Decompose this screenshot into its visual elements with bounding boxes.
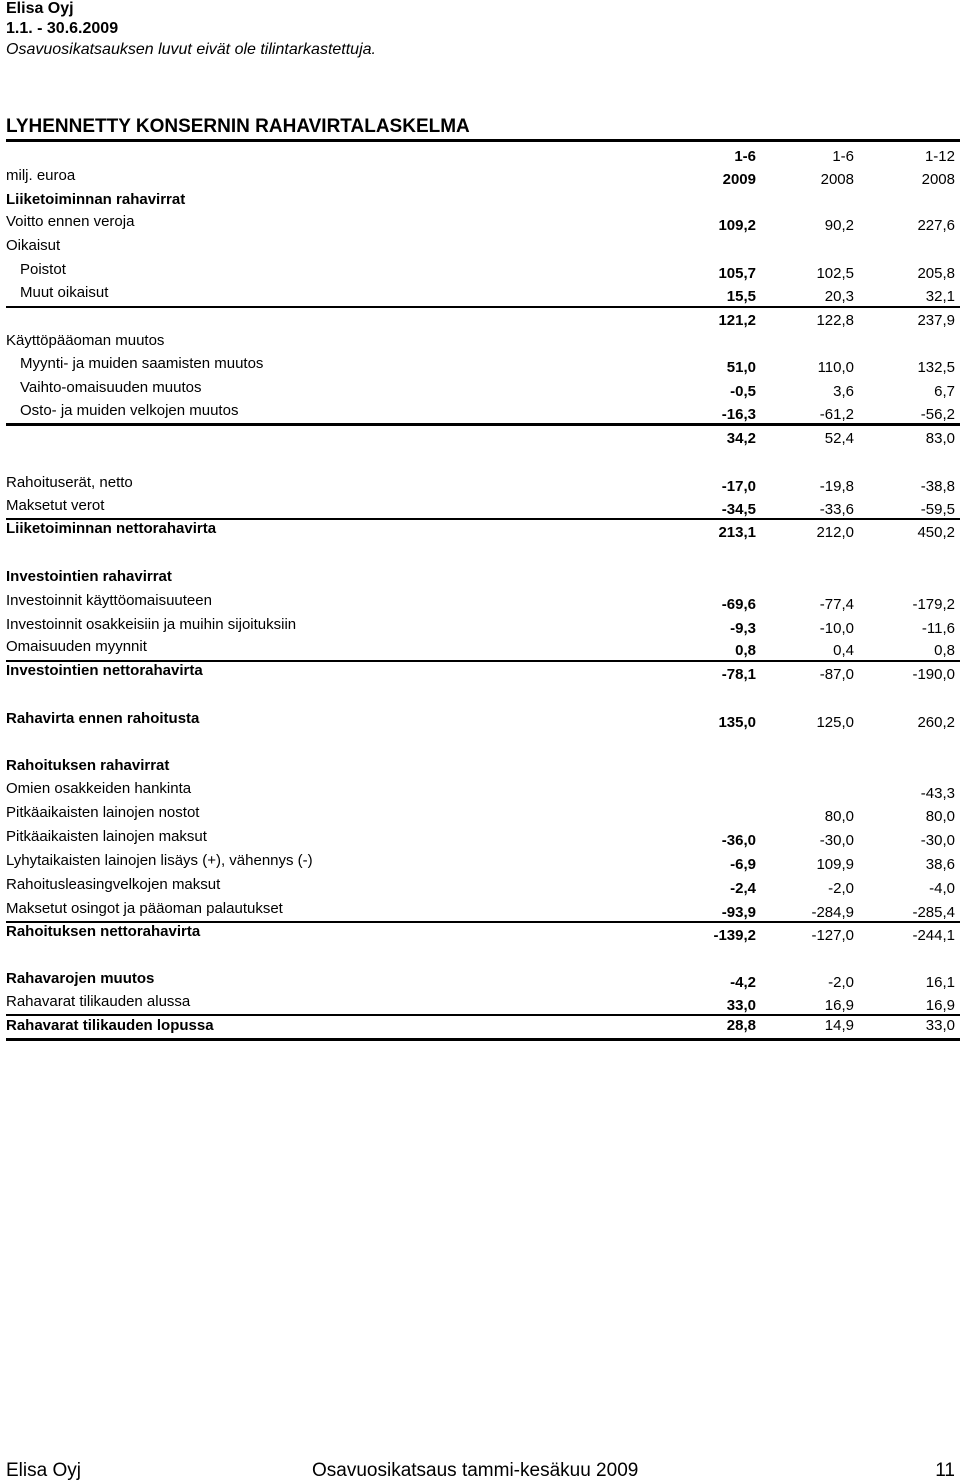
table-row [0,379,960,402]
value-2008-fy: -4,0 [929,880,955,897]
table-row [0,237,960,260]
total-row [0,520,960,543]
section-heading [0,757,960,780]
table-row [0,592,960,615]
value-2009: 15,5 [726,288,756,305]
value-2008-fy: -285,4 [912,904,955,921]
row-label: Poistot [20,261,66,278]
value-2008-h1: 110,0 [817,359,854,376]
value-2009: -69,6 [721,596,756,613]
title-divider [6,139,960,142]
period-range: 1.1. - 30.6.2009 [6,20,119,37]
col1-period: 1-6 [734,148,756,165]
value-2009: 213,1 [718,524,756,541]
row-label: Rahoituksen rahavirrat [6,757,170,774]
value-2008-fy: -244,1 [912,927,955,944]
row-label: Lyhytaikaisten lainojen lisäys (+), vähennys (-) [6,852,313,869]
section-heading [0,568,960,591]
table-row [0,474,960,497]
value-2008-h1: 90,2 [824,217,854,234]
value-2008-fy: -190,0 [912,666,955,683]
value-2009: -36,0 [721,832,756,849]
value-2008-h1: 212,0 [816,524,854,541]
value-2008-h1: 0,4 [833,642,854,659]
unit-label: milj. euroa [6,167,76,184]
value-2009: 33,0 [726,997,756,1014]
row-label: Käyttöpääoman muutos [6,332,165,349]
value-2008-fy: 450,2 [917,524,955,541]
row-label: Pitkäaikaisten lainojen maksut [6,828,207,845]
row-label: Investointien rahavirrat [6,568,172,585]
value-2008-h1: 20,3 [824,288,854,305]
row-label: Rahoituserät, netto [6,474,133,491]
value-2008-h1: -77,4 [819,596,854,613]
value-2009: 121,2 [718,312,756,329]
value-2008-fy: 227,6 [917,217,955,234]
row-label: Myynti- ja muiden saamisten muutos [20,355,264,372]
table-row [0,876,960,899]
col2-period: 1-6 [832,148,854,165]
value-2008-fy: 32,1 [925,288,955,305]
value-2008-fy: 33,0 [925,1017,955,1034]
value-2008-h1: -30,0 [819,832,854,849]
table-row [0,852,960,875]
value-2008-fy: 16,9 [925,997,955,1014]
table-row [0,284,960,307]
value-2009: -0,5 [730,383,756,400]
table-row [0,355,960,378]
row-label: Investointien nettorahavirta [6,662,203,679]
table-row [0,780,960,803]
value-2008-h1: -61,2 [819,406,854,423]
value-2009: -139,2 [713,927,756,944]
value-2008-fy: 83,0 [925,430,955,447]
row-label: Liiketoiminnan rahavirrat [6,191,186,208]
value-2009: -9,3 [730,620,756,637]
table-row [0,900,960,923]
value-2008-fy: -59,5 [920,501,955,518]
row-label: Rahoitusleasingvelkojen maksut [6,876,221,893]
total-row [0,662,960,685]
value-2008-h1: -10,0 [819,620,854,637]
value-2008-h1: -127,0 [811,927,854,944]
col1-year: 2009 [722,171,756,188]
row-label: Rahoituksen nettorahavirta [6,923,201,940]
value-2008-fy: 80,0 [925,808,955,825]
row-label: Omaisuuden myynnit [6,638,147,655]
col3-period: 1-12 [924,148,955,165]
value-2009: -17,0 [721,478,756,495]
value-2009: 0,8 [735,642,756,659]
subtotal-row [0,426,960,449]
row-label: Investoinnit käyttöomaisuuteen [6,592,212,609]
value-2008-fy: 132,5 [917,359,955,376]
value-2009: 51,0 [726,359,756,376]
value-2008-fy: -179,2 [912,596,955,613]
value-2009: -2,4 [730,880,756,897]
row-label: Rahavirta ennen rahoitusta [6,710,200,727]
row-label: Oikaisut [6,237,61,254]
value-2009: 105,7 [718,265,756,282]
value-2008-fy: -11,6 [921,620,955,637]
value-2008-fy: 38,6 [925,856,955,873]
table-row [0,402,960,425]
table-row [0,261,960,284]
value-2008-fy: 16,1 [925,974,955,991]
total-row [0,923,960,946]
value-2009: -4,2 [730,974,756,991]
footer-report-title: Osavuosikatsaus tammi-kesäkuu 2009 [312,1460,639,1481]
column-header-years [0,167,960,190]
value-2008-fy: -30,0 [920,832,955,849]
total-row [0,1015,960,1038]
value-2009: 109,2 [718,217,756,234]
audit-note: Osavuosikatsauksen luvut eivät ole tilintarkastettuja. [6,41,376,58]
row-label: Rahavarat tilikauden lopussa [6,1017,214,1034]
table-row [0,213,960,236]
value-2008-h1: 16,9 [824,997,854,1014]
value-2008-h1: 14,9 [824,1017,854,1034]
col3-year: 2008 [921,171,955,188]
value-2008-fy: -38,8 [920,478,955,495]
value-2008-h1: 3,6 [833,383,854,400]
row-label: Vaihto-omaisuuden muutos [20,379,202,396]
row-label: Muut oikaisut [20,284,109,301]
page-number: 11 [935,1460,955,1481]
table-row [0,828,960,851]
col2-year: 2008 [820,171,854,188]
row-label: Pitkäaikaisten lainojen nostot [6,804,200,821]
row-label: Omien osakkeiden hankinta [6,780,192,797]
value-2009: 28,8 [726,1017,756,1034]
value-2008-h1: 125,0 [816,714,854,731]
page-title: LYHENNETTY KONSERNIN RAHAVIRTALASKELMA [6,116,470,137]
table-row [0,616,960,639]
row-label: Liiketoiminnan nettorahavirta [6,520,217,537]
column-header-periods [0,144,960,167]
total-row [0,710,960,733]
value-2009: -78,1 [721,666,756,683]
value-2009: 34,2 [726,430,756,447]
value-2008-h1: 122,8 [816,312,854,329]
value-2008-h1: -33,6 [819,501,854,518]
footer-company: Elisa Oyj [6,1460,81,1481]
value-2008-fy: 6,7 [934,383,955,400]
value-2008-fy: -43,3 [920,785,955,802]
value-2008-fy: 205,8 [917,265,955,282]
total-row [0,970,960,993]
value-2008-h1: -284,9 [811,904,854,921]
value-2008-fy: -56,2 [920,406,955,423]
table-row [0,497,960,520]
row-label: Maksetut verot [6,497,105,514]
value-2008-h1: 80,0 [824,808,854,825]
row-label: Investoinnit osakkeisiin ja muihin sijoituksiin [6,616,297,633]
row-label: Maksetut osingot ja pääoman palautukset [6,900,283,917]
row-label: Voitto ennen veroja [6,213,135,230]
table-bottom-rule [6,1038,960,1041]
value-2009: 135,0 [718,714,756,731]
row-label: Rahavarojen muutos [6,970,155,987]
row-label: Rahavarat tilikauden alussa [6,993,191,1010]
subtotal-row [0,308,960,331]
value-2008-fy: 237,9 [917,312,955,329]
value-2008-h1: -2,0 [828,880,854,897]
table-row [0,332,960,355]
value-2008-h1: -87,0 [819,666,854,683]
value-2008-fy: 0,8 [934,642,955,659]
value-2009: -34,5 [721,501,756,518]
table-row [0,993,960,1016]
table-row [0,638,960,661]
value-2008-h1: 52,4 [824,430,854,447]
value-2008-fy: 260,2 [917,714,955,731]
value-2008-h1: -19,8 [819,478,854,495]
table-row [0,191,960,214]
value-2008-h1: 102,5 [816,265,854,282]
value-2008-h1: -2,0 [828,974,854,991]
row-label: Osto- ja muiden velkojen muutos [20,402,239,419]
table-row [0,804,960,827]
value-2009: -93,9 [721,904,756,921]
value-2009: -6,9 [730,856,756,873]
company-name: Elisa Oyj [6,0,74,17]
value-2008-h1: 109,9 [816,856,854,873]
value-2009: -16,3 [721,406,756,423]
